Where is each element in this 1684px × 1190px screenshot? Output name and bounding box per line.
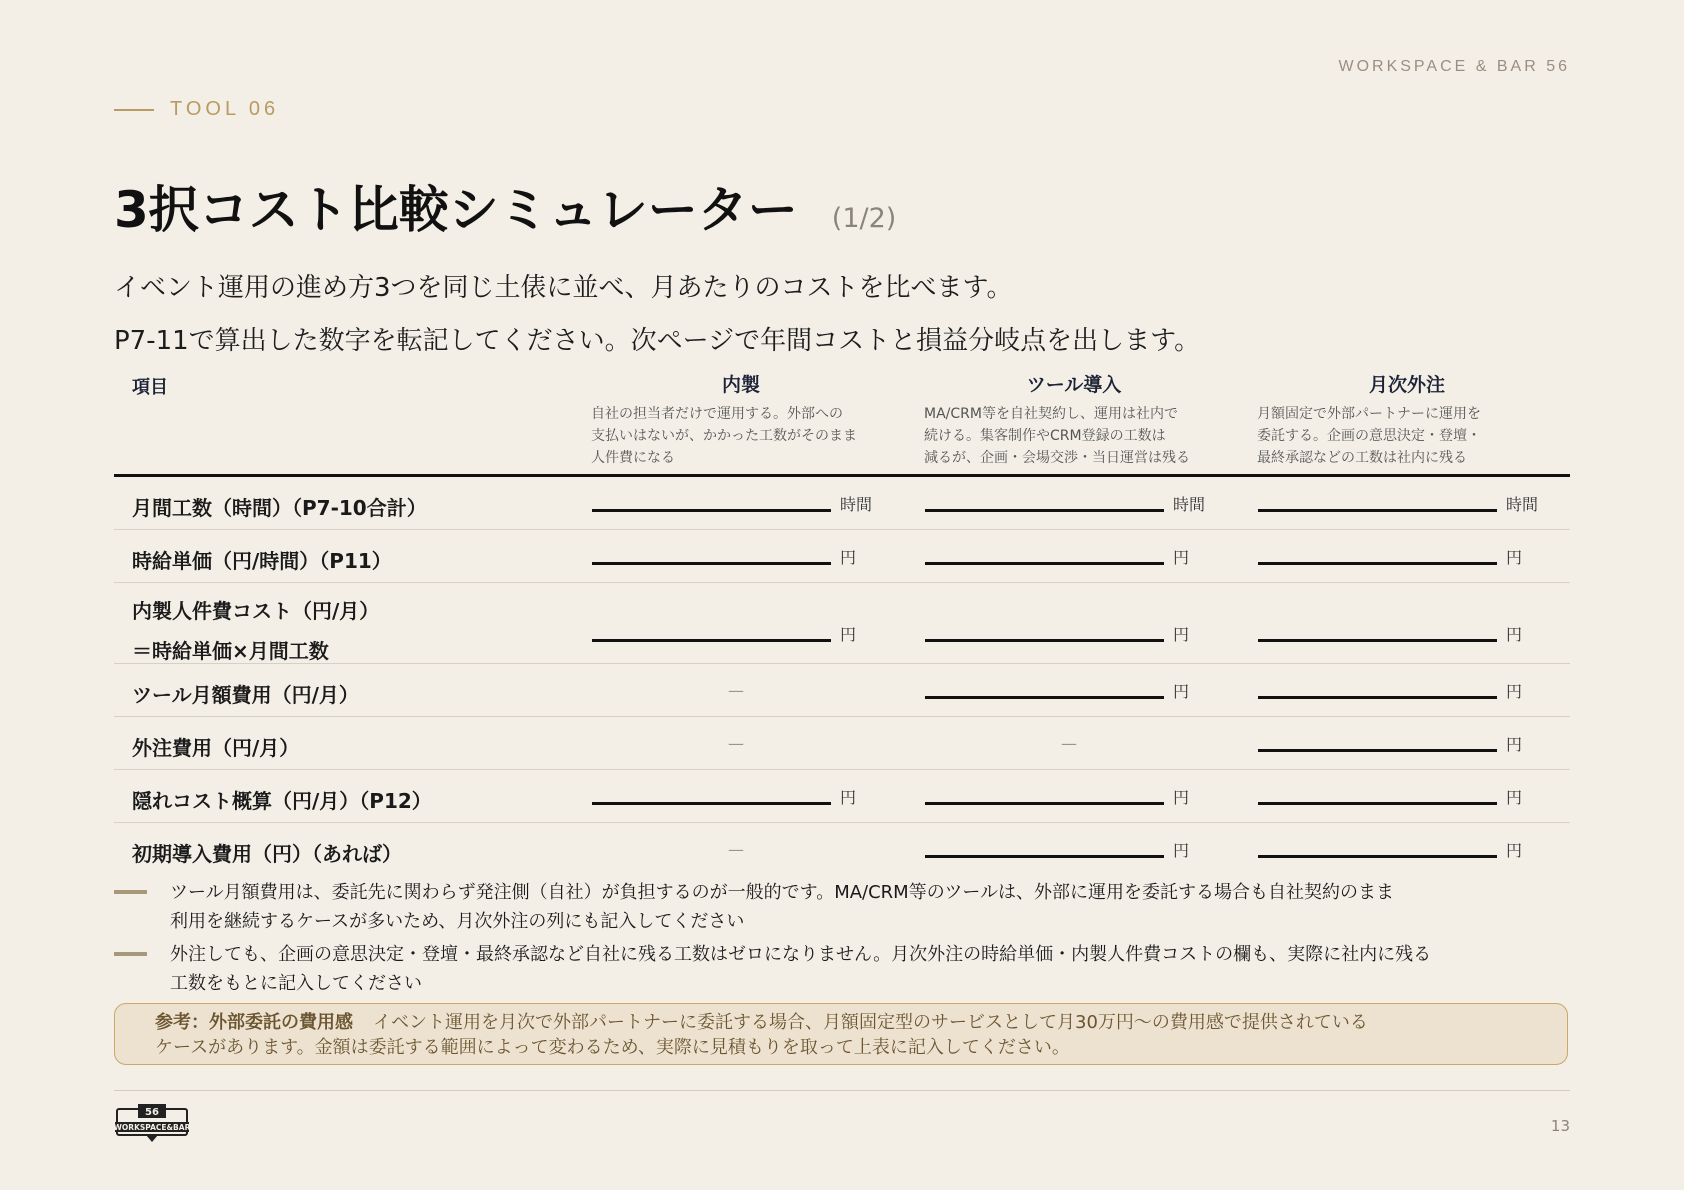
label-line: ＝時給単価×月間工数 [132,639,329,663]
blank-field[interactable] [1258,491,1558,515]
table-row [114,770,1570,823]
unit-label: 円 [1173,548,1190,567]
reference-text: イベント運用を月次で外部パートナーに委託する場合、月額固定型のサービスとして月30万円〜の費用感で提供されている [373,1012,1368,1033]
table-header [114,370,1570,477]
blank-field[interactable] [592,784,892,808]
table-row [114,717,1570,770]
desc-line: 続ける。集客制作やCRM登録の工数は [924,428,1166,444]
note-bullet [114,952,147,956]
reference-text: ケースがあります。金額は委託する範囲によって変わるため、実際に見積もりを取って上表に記入してください。 [155,1037,1070,1058]
desc-line: 支払いはないが、かかった工数がそのまま [591,428,857,444]
note-item [114,940,1574,998]
na-dash: — [1061,734,1077,753]
unit-label: 円 [1173,788,1190,807]
unit-label: 時間 [1173,495,1206,514]
blank-field[interactable] [1258,678,1558,702]
blank-field[interactable] [925,491,1225,515]
row-label: 初期導入費用（円）（あれば） [132,842,402,866]
blank-field[interactable] [925,544,1225,568]
note-line: ツール月額費用は、委託先に関わらず発注側（自社）が負担するのが一般的です。MA/CRM等のツールは、外部に運用を委託する場合も自社契約のまま [170,882,1394,903]
row-label: 月間工数（時間）（P7-10合計） [132,496,427,520]
not-applicable-cell [925,731,1225,755]
intro-text [114,262,1200,368]
column-description [924,403,1224,469]
table-row [114,823,1570,875]
not-applicable-cell [592,678,892,702]
page-indicator: (1/2) [831,203,897,234]
header-brand: WORKSPACE & BAR 56 [1338,58,1570,75]
blank-field[interactable] [925,837,1225,861]
note-text [170,878,1574,936]
unit-label: 時間 [1506,495,1539,514]
cost-comparison-table [114,370,1570,875]
row-label: ツール月額費用（円/月） [132,683,359,707]
row-label [132,591,379,671]
na-dash: — [728,840,744,859]
blank-field[interactable] [592,491,892,515]
unit-label: 円 [1173,682,1190,701]
unit-label: 円 [840,548,857,567]
table-row [114,583,1570,664]
blank-field[interactable] [1258,837,1558,861]
blank-field[interactable] [1258,731,1558,755]
unit-label: 円 [840,788,857,807]
row-label: 外注費用（円/月） [132,736,300,760]
workspace-bar-logo-icon [114,1102,190,1144]
column-title: ツール導入 [1026,374,1122,396]
column-header-inhouse [591,370,891,469]
desc-line: 減るが、企画・会場交渉・当日運営は残る [924,450,1190,466]
label-line: 内製人件費コスト（円/月） [132,599,380,623]
row-label: 時給単価（円/時間）（P11） [132,549,392,573]
table-row [114,477,1570,530]
blank-field[interactable] [925,784,1225,808]
unit-label: 円 [1506,548,1523,567]
desc-line: 委託する。企画の意思決定・登壇・ [1257,428,1481,444]
unit-label: 円 [1506,841,1523,860]
column-header-outsource [1257,370,1557,469]
table-row [114,530,1570,583]
unit-label: 時間 [840,495,873,514]
svg-text:56: 56 [145,1107,159,1118]
na-dash: — [728,734,744,753]
unit-label: 円 [840,625,857,644]
reference-line [155,1010,1527,1035]
note-item [114,878,1574,936]
note-text [170,940,1574,998]
accent-line [114,109,154,111]
column-title: 月次外注 [1368,374,1445,396]
item-column-header: 項目 [132,377,168,398]
tool-label [114,98,279,121]
na-dash: — [728,681,744,700]
blank-field[interactable] [592,621,892,645]
column-description [1257,403,1557,469]
page-number: 13 [1550,1117,1570,1135]
desc-line: 月額固定で外部パートナーに運用を [1257,406,1481,422]
column-description [591,403,891,469]
table-row [114,664,1570,717]
reference-heading: 参考：外部委託の費用感 [155,1012,353,1033]
reference-box [114,1003,1568,1065]
title-text: 3択コスト比較シミュレーター [114,181,798,239]
blank-field[interactable] [1258,544,1558,568]
blank-field[interactable] [925,678,1225,702]
svg-text:WORKSPACE&BAR: WORKSPACE&BAR [114,1123,190,1132]
unit-label: 円 [1506,735,1523,754]
desc-line: 自社の担当者だけで運用する。外部への [591,406,843,422]
not-applicable-cell [592,731,892,755]
desc-line: 最終承認などの工数は社内に残る [1257,450,1467,466]
blank-field[interactable] [1258,621,1558,645]
blank-field[interactable] [925,621,1225,645]
intro-line: イベント運用の進め方3つを同じ土俵に並べ、月あたりのコストを比べます。 [114,273,1013,303]
column-header-tool [924,370,1224,469]
note-line: 工数をもとに記入してください [170,973,422,994]
row-label: 隠れコスト概算（円/月）（P12） [132,789,432,813]
column-title: 内製 [721,374,760,396]
unit-label: 円 [1173,625,1190,644]
unit-label: 円 [1506,625,1523,644]
tool-label-text: TOOL 06 [170,98,280,120]
note-line: 利用を継続するケースが多いため、月次外注の列にも記入してください [170,911,745,932]
intro-line: P7-11で算出した数字を転記してください。次ページで年間コストと損益分岐点を出します。 [114,326,1201,356]
blank-field[interactable] [1258,784,1558,808]
footer-divider [114,1090,1570,1091]
note-bullet [114,890,147,894]
desc-line: 人件費になる [591,450,675,466]
page-title [114,170,896,242]
blank-field[interactable] [592,544,892,568]
unit-label: 円 [1173,841,1190,860]
not-applicable-cell [592,837,892,861]
desc-line: MA/CRM等を自社契約し、運用は社内で [924,406,1178,422]
unit-label: 円 [1506,682,1523,701]
note-line: 外注しても、企画の意思決定・登壇・最終承認など自社に残る工数はゼロになりません。月次外注の時給単価・内製人件費コストの欄も、実際に社内に残る [170,944,1432,965]
unit-label: 円 [1506,788,1523,807]
